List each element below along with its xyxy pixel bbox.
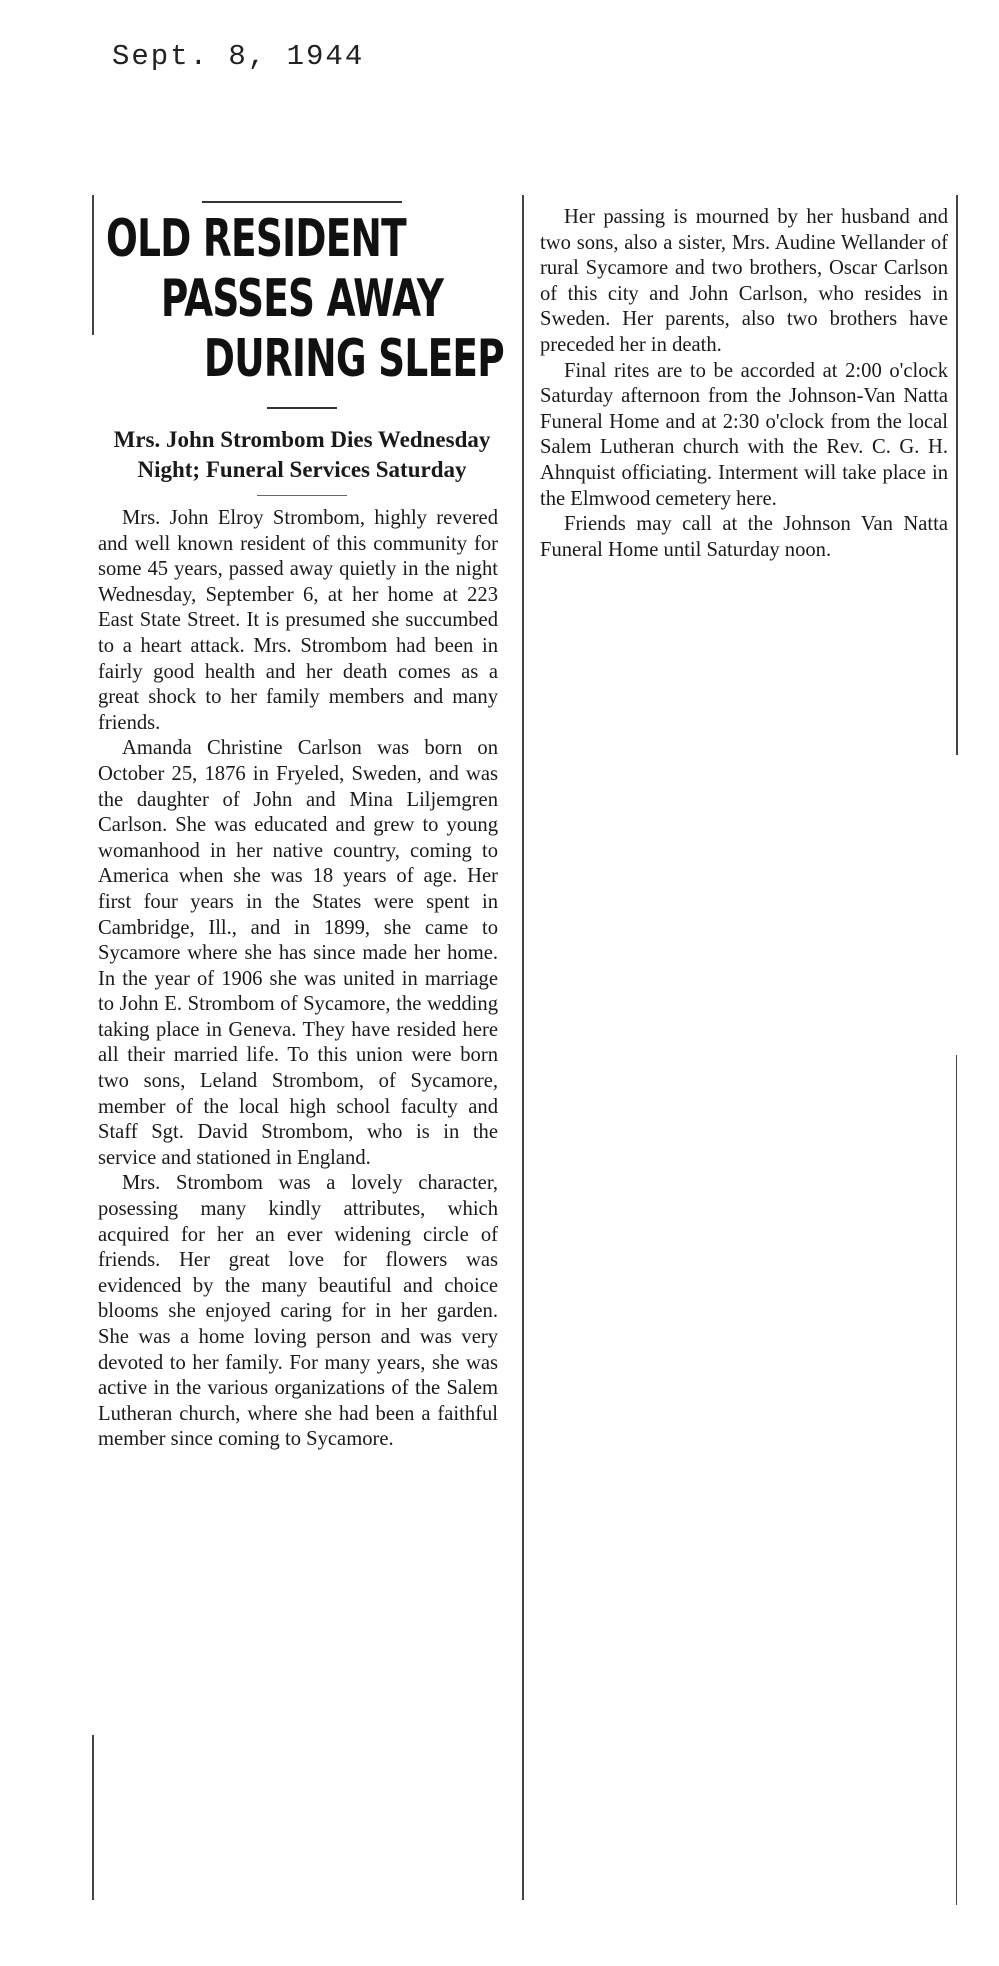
article-body-left — [92, 506, 512, 1453]
headline-divider — [267, 407, 337, 409]
paragraph: Her passing is mourned by her husband and two sons, also a sister, Mrs. Audine Wellander of rural Sycamore and two brothers, Oscar Carlson of this city and John Carlson, who resides in Sweden. Her parents, also two brothers have preceded her in death. — [540, 206, 948, 356]
newspaper-clipping — [92, 195, 960, 1910]
headline-line-1: OLD RESIDENT — [106, 209, 406, 269]
paragraph: Mrs. Strombom was a lovely character, posessing many kindly attributes, which acquired for her an ever widening circle of friends. Her great love for flowers was evidenced by the many beautiful and choice blooms she enjoyed caring for in her garden. She was a home loving person and was very devoted to her family. For many years, she was active in the various organizations of the Salem Lutheran church, where she had been a faithful member since coming to Sycamore. — [98, 1172, 498, 1451]
column-divider — [522, 195, 524, 1900]
headline-top-rule — [202, 201, 402, 203]
left-border-rule-lower — [92, 1735, 94, 1900]
right-border-rule — [956, 195, 958, 755]
paragraph: Amanda Christine Carlson was born on October 25, 1876 in Fryeled, Sweden, and was the daughter of John and Mina Liljemgren Carlson. She was educated and grew to young womanhood in her native country, coming to America when she was 18 years of age. Her first four years in the States were spent in Cambridge, Ill., and in 1899, she came to Sycamore where she has since made her home. In the year of 1906 she was united in marriage to John E. Strombom of Sycamore, the wedding taking place in Geneva. They have resided here all their married life. To this union were born two sons, Leland Strombom, of Sycamore, member of the local high school faculty and Staff Sgt. David Strombom, who is in the service and stationed in England. — [98, 737, 498, 1169]
paragraph: Final rites are to be accorded at 2:00 o'clock Saturday afternoon from the Johnson-Van Natta Funeral Home and at 2:30 o'clock from the local Salem Lutheran church with the Rev. C. G. H. Ahnquist officiating. Interment will take place in the Elmwood cemetery here. — [540, 359, 948, 510]
column-left — [92, 195, 512, 1453]
date-stamp: Sept. 8, 1944 — [112, 40, 365, 73]
subheadline: Mrs. John Strombom Dies Wednesday Night; Funeral Services Saturday — [113, 427, 491, 482]
headline-line-3: DURING SLEEP — [203, 329, 504, 389]
subheadline-divider — [257, 495, 347, 496]
article-body-right — [540, 205, 948, 563]
headline-line-2: PASSES AWAY — [160, 269, 444, 329]
paragraph: Friends may call at the Johnson Van Natta Funeral Home until Saturday noon. — [540, 513, 948, 561]
column-right — [540, 205, 948, 563]
right-border-rule-lower — [956, 1055, 957, 1905]
paragraph: Mrs. John Elroy Strombom, highly revered and well known resident of this community for some 45 years, passed away quietly in the night Wednesday, September 6, at her home at 223 East State Street. It is presumed she succumbed to a heart attack. Mrs. Strombom had been in fairly good health and her death comes as a great shock to her family members and many friends. — [98, 507, 498, 734]
